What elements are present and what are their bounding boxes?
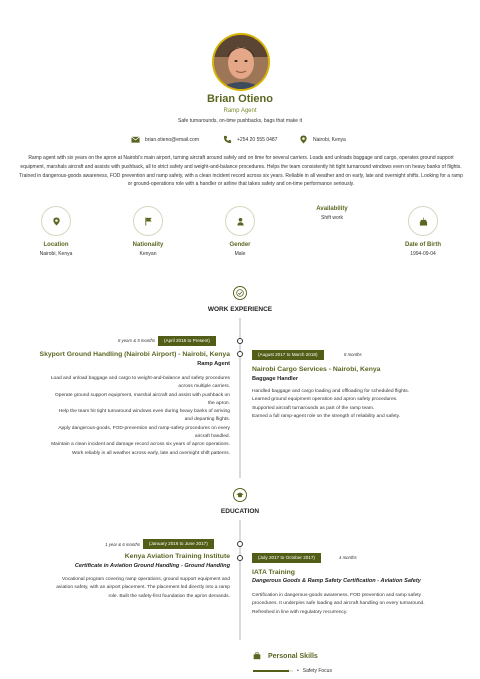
job-bullets bbox=[252, 388, 472, 421]
info-nationality bbox=[108, 206, 188, 257]
job-duration: 6 years & 5 months bbox=[117, 338, 155, 343]
info-icon-ring bbox=[133, 206, 163, 236]
skill-bar-fill bbox=[253, 670, 289, 673]
info-icon-ring bbox=[41, 206, 71, 236]
info-icon-ring bbox=[408, 206, 438, 236]
email-icon bbox=[131, 135, 140, 144]
edu-desc-line: Certification in dangerous-goods awareness, FOD prevention and ramp safety bbox=[252, 593, 422, 598]
job-bullet: across multiple carriers. bbox=[178, 384, 230, 390]
cake-icon bbox=[419, 217, 428, 226]
info-location bbox=[16, 206, 96, 257]
education-section-title: EDUCATION bbox=[220, 508, 260, 515]
location-text: Nairobi, Kenya bbox=[313, 136, 346, 143]
info-availability bbox=[292, 206, 372, 221]
job-bullet: and departing flights. bbox=[184, 417, 230, 423]
info-gender bbox=[200, 206, 280, 257]
info-value: 1994-09-04 bbox=[410, 251, 436, 257]
job-bullet: Help the team hit tight turnaround windows even during heavy banks of arriving bbox=[58, 409, 230, 415]
profile-summary: Ramp agent with six years on the apron at Nairobi's main airport, turning aircraft around safely and on time for several carriers. Loads and unloads baggage and cargo, operates ground support equipment, marshals aircraft and assists with pushback, all to strict safety and weight-and-balance procedures. Helps the team consistently hit tight turnaround windows even on heavy banks of flights. Trained in dangerous-goods awareness, FOD prevention and ramp safety, with a clean incident record across six years. Reliable in all weather and on early, late and overnight shifts. Looking for a ramp or ground-operations role with a handler or airline that takes safety and on-time performance seriously. bbox=[19, 155, 463, 188]
location-pin-icon bbox=[52, 217, 61, 226]
skill-bullet: • bbox=[297, 668, 299, 674]
edu-program: Certificate in Aviation Ground Handling - Ground Handling bbox=[74, 563, 230, 569]
edu-dates: (July 2017 to October 2017) bbox=[252, 553, 321, 563]
profile-name: Brian Otieno bbox=[206, 93, 273, 105]
info-dob bbox=[383, 206, 463, 257]
contact-email[interactable] bbox=[131, 135, 199, 144]
contact-location bbox=[299, 135, 346, 144]
info-label: Availability bbox=[316, 206, 348, 212]
avatar-icon bbox=[214, 35, 268, 89]
skills-title: Personal Skills bbox=[268, 652, 318, 660]
job-dates: (April 2018 to Present) bbox=[158, 336, 216, 346]
email-text: brian.otieno@email.com bbox=[145, 136, 199, 143]
job-position: Ramp Agent bbox=[197, 361, 230, 367]
timeline-dot bbox=[237, 338, 243, 344]
info-label: Location bbox=[43, 242, 69, 248]
info-label: Gender bbox=[229, 242, 251, 248]
edu-desc-line: Refreshed in line with regulatory recurrency. bbox=[252, 609, 348, 615]
job-bullets bbox=[10, 375, 230, 458]
edu-dates: (January 2016 to June 2017) bbox=[143, 539, 214, 549]
info-value: Nairobi, Kenya bbox=[39, 251, 73, 257]
profile-photo bbox=[214, 35, 268, 89]
person-icon bbox=[236, 217, 245, 226]
job-bullet: the apron. bbox=[207, 400, 230, 406]
job-duration: 8 months bbox=[344, 352, 362, 357]
edu-desc-line: Vocational program covering ramp operations, ground support equipment and bbox=[61, 577, 230, 582]
info-icon-ring bbox=[225, 206, 255, 236]
work-section-title: WORK EXPERIENCE bbox=[207, 306, 273, 313]
location-pin-icon bbox=[299, 135, 308, 144]
contact-phone[interactable] bbox=[223, 135, 277, 144]
job-bullet: Learned ground equipment operation and apron safety procedures. bbox=[252, 397, 398, 403]
job-bullet: Work reliably in all weather across early, late and overnight shift patterns. bbox=[71, 450, 230, 456]
job-dates: (August 2017 to March 2018) bbox=[252, 350, 324, 360]
skill-name: Safety Focus bbox=[302, 668, 332, 674]
info-value: Kenyan bbox=[139, 251, 157, 257]
edu-desc-line: procedures. It underpins safe loading and aircraft handling on every turnaround. bbox=[252, 601, 425, 607]
check-circle-icon bbox=[236, 289, 244, 297]
edu-school: Kenya Aviation Training Institute bbox=[124, 553, 230, 560]
job-bullet: Operate ground support equipment, marshal aircraft and assist with pushback on bbox=[54, 392, 230, 398]
info-label: Date of Birth bbox=[405, 242, 441, 248]
education-section-icon bbox=[233, 488, 247, 502]
timeline-dot bbox=[237, 555, 243, 561]
skills-header bbox=[253, 652, 318, 660]
job-employer: Nairobi Cargo Services - Nairobi, Kenya bbox=[252, 366, 381, 373]
edu-description bbox=[252, 592, 472, 617]
profile-role: Ramp Agent bbox=[223, 108, 257, 114]
flag-icon bbox=[144, 217, 153, 226]
edu-desc-line: role. Built the safety-first foundation the apron demands. bbox=[108, 593, 230, 599]
info-value: Shift work bbox=[321, 215, 343, 221]
job-bullet: Handled baggage and cargo loading and offloading for scheduled flights. bbox=[252, 389, 410, 394]
edu-program: Dangerous Goods & Ramp Safety Certification - Aviation Safety bbox=[252, 578, 421, 584]
job-bullet: Supported aircraft turnarounds as part of the ramp team. bbox=[252, 405, 375, 411]
edu-school: IATA Training bbox=[252, 569, 295, 576]
job-bullet: aircraft handled. bbox=[194, 434, 230, 440]
job-bullet: Earned a full ramp-agent role on the strength of reliability and safety. bbox=[252, 413, 401, 419]
edu-desc-line: aviation safety, with an airport placement. The placement led directly into a ramp bbox=[56, 585, 230, 591]
timeline-dot bbox=[237, 541, 243, 547]
briefcase-icon bbox=[253, 652, 261, 660]
edu-duration: 1 year & 6 months bbox=[105, 542, 140, 547]
phone-icon bbox=[223, 135, 232, 144]
skill-row bbox=[253, 668, 332, 674]
timeline-dot bbox=[237, 351, 243, 357]
job-position: Baggage Handler bbox=[252, 376, 299, 382]
skill-bar-track bbox=[253, 670, 293, 673]
edu-description bbox=[10, 576, 230, 601]
education-timeline-line bbox=[239, 520, 241, 640]
job-employer: Skyport Ground Handling (Nairobi Airport) - Nairobi, Kenya bbox=[39, 351, 230, 358]
edu-duration: 4 months bbox=[339, 555, 357, 560]
job-bullet: Maintain a clean incident and damage record across six years of apron operations. bbox=[51, 442, 230, 448]
graduation-cap-icon bbox=[236, 491, 244, 499]
phone-text: +254 20 555 0487 bbox=[237, 136, 278, 143]
work-section-icon bbox=[233, 286, 247, 300]
info-value: Male bbox=[234, 251, 246, 257]
job-bullet: Load and unload baggage and cargo to weight-and-balance and safety procedures bbox=[50, 376, 230, 381]
info-label: Nationality bbox=[132, 242, 164, 248]
profile-tagline: Safe turnarounds, on-time pushbacks, bags that make it bbox=[178, 118, 302, 124]
job-bullet: Apply dangerous-goods, FOD-prevention and ramp-safety procedures on every bbox=[58, 425, 230, 431]
